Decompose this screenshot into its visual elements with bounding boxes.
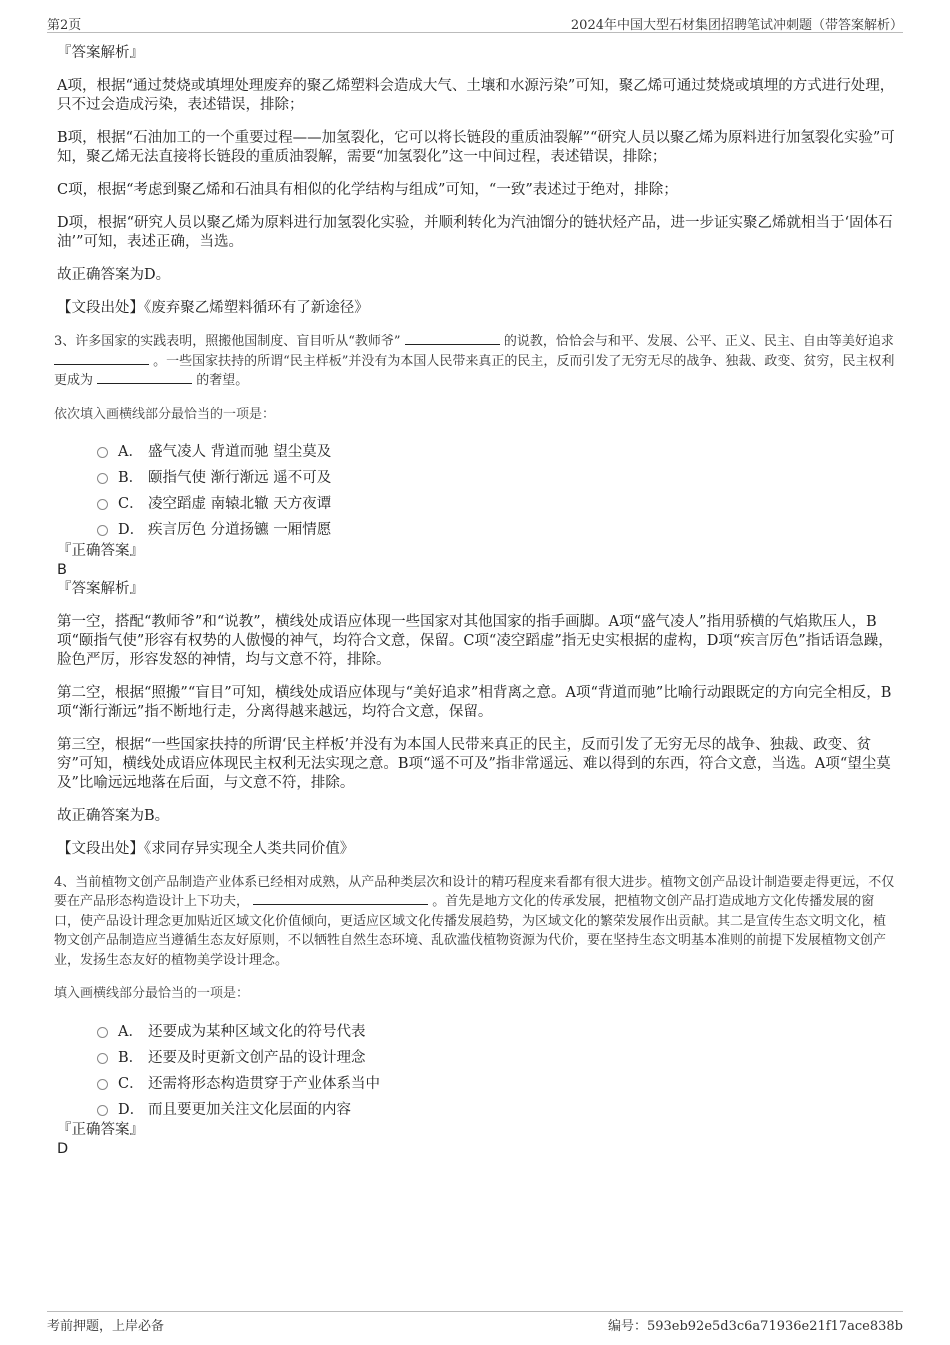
question-instruction: 依次填入画横线部分最恰当的一项是： bbox=[54, 406, 276, 422]
radio-button[interactable] bbox=[97, 473, 108, 484]
radio-button[interactable] bbox=[97, 525, 108, 536]
correct-answer-label: 『正确答案』 bbox=[57, 1122, 144, 1138]
radio-button[interactable] bbox=[97, 1027, 108, 1038]
page-number: 第2页 bbox=[47, 18, 82, 33]
option-c[interactable]: C． 还需将形态构造贯穿于产业体系当中 bbox=[97, 1069, 897, 1095]
fill-blank bbox=[97, 371, 192, 384]
radio-button[interactable] bbox=[97, 1053, 108, 1064]
fill-blank bbox=[253, 892, 428, 905]
option-b[interactable]: B． 还要及时更新文创产品的设计理念 bbox=[97, 1043, 897, 1069]
document-id: 编号：593eb92e5d3c6a71936e21f17ace838b bbox=[607, 1319, 903, 1334]
question-4-stem: 4、当前植物文创产品制造产业体系已经相对成熟，从产品种类层次和设计的精巧程度来看都有很大进步。植物文创产品设计制造要走得更远，不仅要在产品形态构造设计上下功夫， 。首先是地方文化的传承发展，把植物文创产品打造成地方文化传播发展的窗口，使产品设计理念更加贴近区域文化价值倾向，更适应区域文化传播发展趋势，为区域文化的繁荣发展作出贡献。其二是宣传生态文明文化，植物文创产品制造应当遵循生态友好原则，不以牺牲自然生态环境、乱砍滥伐植物资源为代价，要在坚持生态文明基本准则的前提下发展植物文创产业，发扬生态友好的植物美学设计理念。 bbox=[54, 874, 895, 968]
page-footer bbox=[47, 1311, 903, 1337]
radio-button[interactable] bbox=[97, 1079, 108, 1090]
source-citation: 【文段出处】《求同存异实现全人类共同价值》 bbox=[57, 840, 355, 857]
option-c[interactable]: C． 凌空蹈虚 南辕北辙 天方夜谭 bbox=[97, 490, 897, 516]
analysis-paragraph: A项，根据“通过焚烧或填埋处理废弃的聚乙烯塑料会造成大气、土壤和水源污染”可知，聚乙烯可通过焚烧或填埋的方式进行处理，只不过会造成污染，表述错误，排除； bbox=[57, 78, 895, 113]
document-title: 2024年中国大型石材集团招聘笔试冲刺题（带答案解析） bbox=[570, 18, 903, 33]
option-d[interactable]: D． 疾言厉色 分道扬镳 一厢情愿 bbox=[97, 516, 897, 542]
answer-conclusion: 故正确答案为D。 bbox=[57, 267, 171, 283]
option-b[interactable]: B． 颐指气使 渐行渐远 遥不可及 bbox=[97, 464, 897, 490]
fill-blank bbox=[54, 352, 149, 365]
analysis-label: 『答案解析』 bbox=[57, 45, 144, 61]
fill-blank bbox=[405, 332, 500, 345]
analysis-label: 『答案解析』 bbox=[57, 580, 144, 597]
analysis-paragraph: B项，根据“石油加工的一个重要过程——加氢裂化，它可以将长链段的重质油裂解”“研究人员以聚乙烯为原料进行加氢裂化实验”可知，聚乙烯无法直接将长链段的重质油裂解，需要“加氢裂化”这一中间过程，表述错误，排除； bbox=[57, 130, 895, 165]
analysis-paragraph: 第一空，搭配“教师爷”和“说教”，横线处成语应体现一些国家对其他国家的指手画脚。A项“盛气凌人”指用骄横的气焰欺压人，B项“颐指气使”形容有权势的人傲慢的神气，均符合文意，保留。C项“凌空蹈虚”指无史实根据的虚构，D项“疾言厉色”指话语急躁，脸色严厉，形容发怒的神情，均与文意不符，排除。 bbox=[57, 613, 893, 668]
option-list bbox=[97, 438, 897, 542]
analysis-paragraph: D项，根据“研究人员以聚乙烯为原料进行加氢裂化实验，并顺利转化为汽油馏分的链状烃产品，进一步证实聚乙烯就相当于‘固体石油’”可知，表述正确，当选。 bbox=[57, 215, 893, 250]
correct-answer: B bbox=[57, 561, 67, 578]
correct-answer-label: 『正确答案』 bbox=[57, 542, 144, 559]
page-header bbox=[47, 12, 903, 33]
option-d[interactable]: D． 而且要更加关注文化层面的内容 bbox=[97, 1095, 897, 1121]
analysis-paragraph: 第三空，根据“一些国家扶持的所谓‘民主样板’并没有为本国人民带来真正的民主，反而引发了无穷无尽的战争、独裁、政变、贫穷”可知，横线处成语应体现民主权利无法实现之意。B项“遥不可及”指非常遥远、难以得到的东西，符合文意，当选。A项“望尘莫及”比喻远远地落在后面，与文意不符，排除。 bbox=[57, 736, 891, 791]
analysis-paragraph: 第二空，根据“照搬”“盲目”可知，横线处成语应体现与“美好追求”相背离之意。A项“背道而驰”比喻行动跟既定的方向完全相反，B项“渐行渐远”指不断地行走，分离得越来越远，均符合文意，保留。 bbox=[57, 684, 892, 720]
correct-answer: D bbox=[57, 1141, 69, 1157]
option-a[interactable]: A． 还要成为某种区域文化的符号代表 bbox=[97, 1017, 897, 1043]
question-3-stem: 3、许多国家的实践表明，照搬他国制度、盲目听从“教师爷” 的说教，恰恰会与和平、发展、公平、正义、民主、自由等美好追求 。一些国家扶持的所谓“民主样板”并没有为本国人民带来真正的民主，反而引发了无穷无尽的战争、独裁、政变、贫穷，民主权利更成为 的奢望。 bbox=[54, 334, 895, 388]
footer-slogan: 考前押题，上岸必备 bbox=[47, 1319, 165, 1334]
radio-button[interactable] bbox=[97, 499, 108, 510]
answer-conclusion: 故正确答案为B。 bbox=[57, 807, 170, 824]
radio-button[interactable] bbox=[97, 1105, 108, 1116]
option-list bbox=[97, 1017, 897, 1121]
option-a[interactable]: A． 盛气凌人 背道而驰 望尘莫及 bbox=[97, 438, 897, 464]
document-body bbox=[54, 44, 897, 1159]
question-instruction: 填入画横线部分最恰当的一项是： bbox=[54, 986, 250, 1001]
analysis-paragraph: C项，根据“考虑到聚乙烯和石油具有相似的化学结构与组成”可知，“一致”表述过于绝对，排除； bbox=[57, 182, 678, 198]
source-citation: 【文段出处】《废弃聚乙烯塑料循环有了新途径》 bbox=[57, 300, 369, 316]
radio-button[interactable] bbox=[97, 447, 108, 458]
